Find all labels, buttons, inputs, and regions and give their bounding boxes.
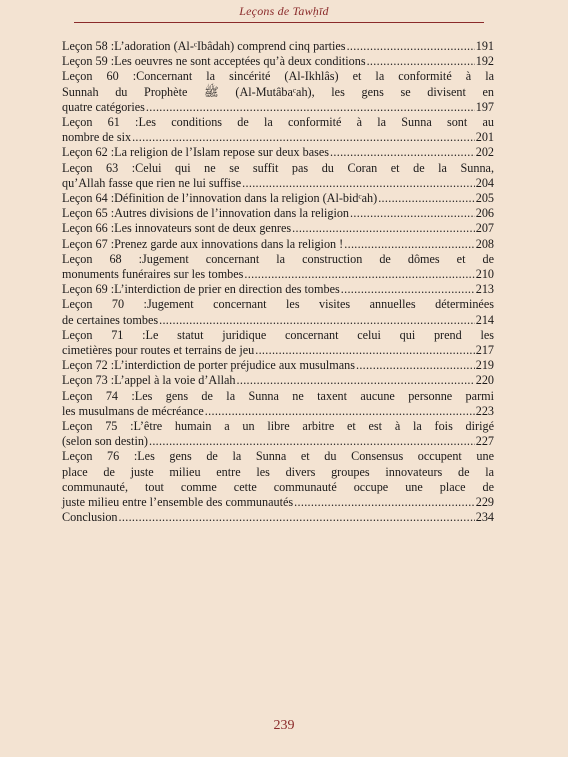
toc-line [62, 100, 494, 115]
toc-line [62, 343, 494, 358]
toc-line-text: Leçon 58 :L’adoration (Al-ᶜIbâdah) comprend cinq parties [62, 39, 346, 53]
toc-line [62, 419, 494, 434]
toc-line-text: Leçon 69 :L’interdiction de prier en direction des tombes [62, 282, 340, 297]
dot-leader [244, 267, 474, 282]
toc-entry [62, 328, 494, 358]
toc-line-text: nombre de six [62, 130, 132, 145]
toc-page-number: 220 [475, 373, 494, 388]
dot-leader [149, 434, 475, 449]
toc-line [62, 130, 494, 145]
toc-entry [62, 358, 494, 373]
dot-leader [205, 404, 475, 419]
toc-line-text: Leçon 65 :Autres divisions de l’innovation dans la religion [62, 206, 350, 221]
toc-line-text: Leçon 60 :Concernant la sincérité (Al-Ikhlâs) et la conformité à la [62, 69, 494, 84]
toc-line-text: Leçon 63 :Celui qui ne se suffit pas du Coran et de la Sunna, [62, 160, 494, 175]
toc-line [62, 495, 494, 510]
toc-line-text: place de juste milieu entre les divers groupes innovateurs de la [62, 464, 494, 479]
toc-entry [62, 389, 494, 419]
toc-line [62, 434, 494, 449]
toc-line-text: Leçon 67 :Prenez garde aux innovations dans la religion ! [62, 236, 344, 251]
toc-entry [62, 54, 494, 69]
toc-line-text: Leçon 68 :Jugement concernant la construction de dômes et de [62, 251, 494, 266]
dot-leader [237, 373, 475, 388]
toc-entry [62, 69, 494, 115]
toc-page-number: 234 [475, 510, 494, 525]
toc-line-text: de certaines tombes [62, 312, 159, 327]
toc-line [62, 85, 494, 100]
toc-line-text: Leçon 59 :Les oeuvres ne sont acceptées qu’à deux conditions [62, 54, 366, 69]
toc-line-text: communauté, tout comme cette communauté occupe une place de [62, 479, 494, 494]
toc-line-text: Leçon 73 :L’appel à la voie d’Allah [62, 373, 236, 388]
toc-line [62, 328, 494, 343]
toc-page-number: 191 [475, 39, 494, 53]
toc-line [62, 39, 494, 54]
table-of-contents [62, 39, 494, 526]
toc-line [62, 69, 494, 84]
toc-line [62, 237, 494, 252]
toc-line [62, 313, 494, 328]
toc-entry [62, 237, 494, 252]
dot-leader [132, 130, 475, 145]
toc-entry [62, 419, 494, 449]
toc-page-number: 227 [475, 434, 494, 449]
toc-line [62, 115, 494, 130]
dot-leader [119, 510, 475, 525]
toc-line-text: monuments funéraires sur les tombes [62, 267, 244, 282]
toc-line [62, 54, 494, 69]
toc-entry [62, 161, 494, 191]
toc-line [62, 267, 494, 282]
toc-page-number: 206 [475, 206, 494, 221]
toc-line [62, 510, 494, 525]
toc-page-number: 210 [475, 267, 494, 282]
toc-entry [62, 191, 494, 206]
toc-line [62, 252, 494, 267]
toc-line-text: Leçon 66 :Les innovateurs sont de deux genres [62, 221, 292, 236]
dot-leader [294, 495, 475, 510]
toc-line-text: (selon son destin) [62, 434, 148, 449]
dot-leader [341, 282, 475, 297]
toc-page-number: 207 [475, 221, 494, 236]
toc-line [62, 221, 494, 236]
toc-page-number: 197 [475, 99, 494, 114]
toc-entry [62, 297, 494, 327]
toc-line [62, 161, 494, 176]
dot-leader [367, 54, 475, 69]
dot-leader [356, 358, 475, 373]
toc-line-text: Leçon 71 :Le statut juridique concernant celui qui prend les [62, 327, 494, 342]
toc-line [62, 480, 494, 495]
toc-line-text: juste milieu entre l’ensemble des communautés [62, 495, 294, 510]
toc-line [62, 465, 494, 480]
toc-entry [62, 373, 494, 388]
toc-page-number: 208 [475, 236, 494, 251]
running-header-title: Leçons de Tawḥīd [239, 4, 329, 18]
toc-line-text: quatre catégories [62, 99, 145, 114]
toc-entry [62, 39, 494, 54]
header-rule [74, 22, 484, 23]
toc-page-number: 229 [475, 495, 494, 510]
toc-line-text: Leçon 61 :Les conditions de la conformité à la Sunna sont au [62, 115, 494, 130]
toc-line [62, 449, 494, 464]
dot-leader [159, 313, 475, 328]
toc-entry [62, 282, 494, 297]
toc-line [62, 176, 494, 191]
toc-line-text: Leçon 72 :L’interdiction de porter préjudice aux musulmans [62, 358, 355, 373]
dot-leader [146, 100, 475, 115]
toc-line [62, 191, 494, 206]
dot-leader [330, 145, 475, 160]
toc-line-text: Sunnah du Prophète ﷺ (Al-Mutâbaᶜah), les gens se divisent en [62, 84, 495, 99]
toc-entry [62, 145, 494, 160]
toc-line [62, 389, 494, 404]
toc-page-number: 201 [475, 130, 494, 145]
toc-line-text: Leçon 64 :Définition de l’innovation dans la religion (Al-bidᶜah) [62, 191, 378, 206]
dot-leader [255, 343, 475, 358]
toc-entry [62, 206, 494, 221]
toc-line-text: Leçon 62 :La religion de l’Islam repose sur deux bases [62, 145, 330, 160]
toc-page-number: 217 [475, 343, 494, 358]
dot-leader [350, 206, 475, 221]
toc-page-number: 192 [475, 54, 494, 69]
toc-line [62, 297, 494, 312]
dot-leader [242, 176, 475, 191]
dot-leader [347, 39, 475, 54]
toc-page-number: 214 [475, 312, 494, 327]
toc-line [62, 206, 494, 221]
toc-page-number: 204 [475, 175, 494, 190]
toc-page-number: 202 [475, 145, 494, 160]
toc-line-text: Leçon 70 :Jugement concernant les visites annuelles déterminées [62, 297, 494, 312]
toc-entry [62, 221, 494, 236]
toc-entry [62, 449, 494, 510]
toc-line-text: qu’Allah fasse que rien ne lui suffise [62, 175, 242, 190]
toc-page-number: 213 [475, 282, 494, 297]
toc-entry [62, 252, 494, 282]
dot-leader [292, 221, 475, 236]
toc-line-text: Leçon 76 :Les gens de la Sunna et du Consensus occupent une [62, 449, 494, 464]
toc-line [62, 373, 494, 388]
toc-page-number: 223 [475, 403, 494, 418]
toc-line-text: cimetières pour routes et terrains de jeu [62, 343, 255, 358]
dot-leader [344, 237, 474, 252]
toc-entry [62, 510, 494, 525]
toc-line [62, 358, 494, 373]
toc-line-text: les musulmans de mécréance [62, 403, 204, 418]
toc-line-text: Leçon 74 :Les gens de la Sunna ne taxent aucune personne parmi [62, 388, 494, 403]
toc-line-text: Leçon 75 :L’être humain a un libre arbitre et est à la fois dirigé [62, 419, 494, 434]
toc-line [62, 282, 494, 297]
toc-page-number: 205 [475, 191, 494, 206]
dot-leader [378, 191, 475, 206]
toc-page-number: 219 [475, 358, 494, 373]
page-number: 239 [273, 718, 295, 733]
toc-line [62, 404, 494, 419]
toc-line-text: Conclusion [62, 510, 118, 525]
toc-entry [62, 115, 494, 145]
toc-line [62, 145, 494, 160]
